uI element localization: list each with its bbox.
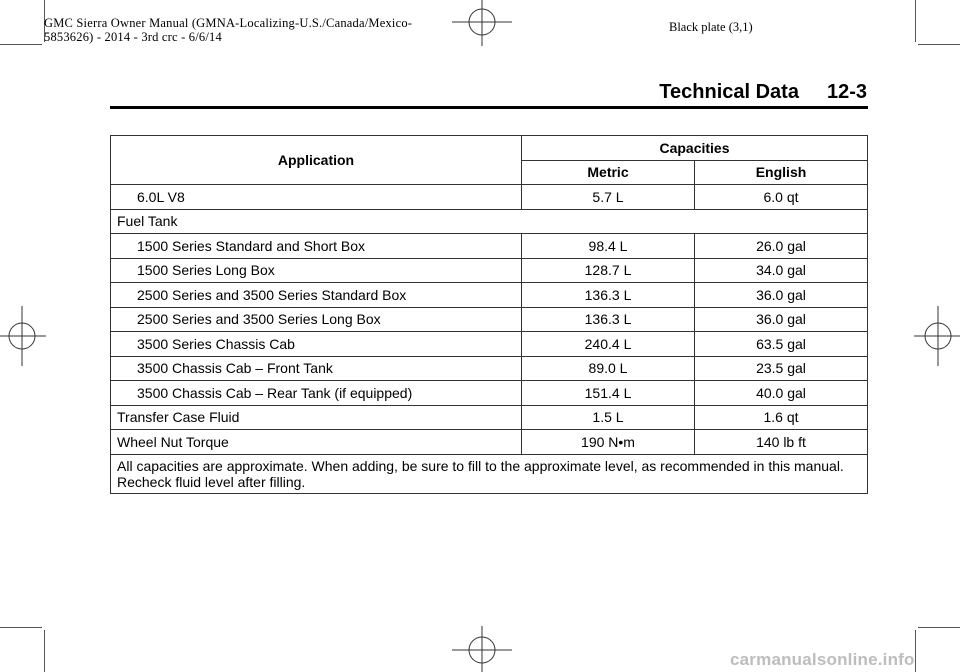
registration-mark-icon [452, 626, 512, 672]
row-english: 40.0 gal [695, 381, 868, 406]
row-english: 26.0 gal [695, 234, 868, 259]
header-capacities: Capacities [522, 136, 868, 161]
title-rule [110, 106, 868, 109]
print-header-line-1: GMC Sierra Owner Manual (GMNA-Localizing-U.S./Canada/Mexico- [44, 16, 413, 30]
table-row [111, 209, 868, 234]
page-number: 12-3 [826, 81, 867, 103]
row-metric: 89.0 L [522, 356, 695, 381]
print-header-line-2: 5853626) - 2014 - 3rd crc - 6/6/14 [44, 30, 222, 44]
registration-mark-icon [0, 306, 46, 366]
row-label: Fuel Tank [111, 209, 868, 234]
row-metric: 5.7 L [522, 185, 695, 210]
row-english: 1.6 qt [695, 405, 868, 430]
table-row [111, 356, 868, 381]
row-label: 3500 Chassis Cab – Front Tank [111, 356, 522, 381]
table-header-row [111, 136, 868, 161]
row-english: 6.0 qt [695, 185, 868, 210]
table-row [111, 430, 868, 455]
plate-label: Black plate (3,1) [669, 20, 753, 34]
row-label: 3500 Chassis Cab – Rear Tank (if equipped) [111, 381, 522, 406]
row-english: 34.0 gal [695, 258, 868, 283]
row-english: 36.0 gal [695, 283, 868, 308]
crop-mark [0, 44, 42, 45]
table-row [111, 381, 868, 406]
header-metric: Metric [522, 160, 695, 185]
row-label: 1500 Series Long Box [111, 258, 522, 283]
row-label: 6.0L V8 [111, 185, 522, 210]
table-row [111, 234, 868, 259]
crop-mark [915, 0, 916, 42]
capacities-table [110, 135, 868, 494]
crop-mark [915, 630, 916, 672]
crop-mark [918, 44, 960, 45]
table-row [111, 332, 868, 357]
header-english: English [695, 160, 868, 185]
registration-mark-icon [452, 0, 512, 46]
row-metric: 136.3 L [522, 307, 695, 332]
row-label: Transfer Case Fluid [111, 405, 522, 430]
registration-mark-icon [914, 306, 960, 366]
row-label: Wheel Nut Torque [111, 430, 522, 455]
watermark: carmanualsonline.info [730, 650, 915, 669]
page-title [659, 81, 867, 104]
section-title: Technical Data [659, 81, 799, 103]
row-english: 63.5 gal [695, 332, 868, 357]
crop-mark [0, 627, 42, 628]
row-label: 3500 Series Chassis Cab [111, 332, 522, 357]
table-row [111, 258, 868, 283]
row-english: 23.5 gal [695, 356, 868, 381]
row-label: 1500 Series Standard and Short Box [111, 234, 522, 259]
table-row [111, 185, 868, 210]
header-application: Application [111, 136, 522, 185]
row-metric: 136.3 L [522, 283, 695, 308]
table-row [111, 307, 868, 332]
crop-mark [44, 630, 45, 672]
table-note-row [111, 454, 868, 493]
row-label: 2500 Series and 3500 Series Long Box [111, 307, 522, 332]
row-metric: 190 N•m [522, 430, 695, 455]
row-english: 36.0 gal [695, 307, 868, 332]
row-metric: 151.4 L [522, 381, 695, 406]
row-metric: 128.7 L [522, 258, 695, 283]
table-note: All capacities are approximate. When adding, be sure to fill to the approximate level, as recommended in this manual. Recheck fluid level after filling. [111, 454, 868, 493]
table-row [111, 405, 868, 430]
row-metric: 240.4 L [522, 332, 695, 357]
row-metric: 98.4 L [522, 234, 695, 259]
table-row [111, 283, 868, 308]
row-metric: 1.5 L [522, 405, 695, 430]
row-label: 2500 Series and 3500 Series Standard Box [111, 283, 522, 308]
print-header [44, 16, 412, 44]
crop-mark [918, 627, 960, 628]
row-english: 140 lb ft [695, 430, 868, 455]
